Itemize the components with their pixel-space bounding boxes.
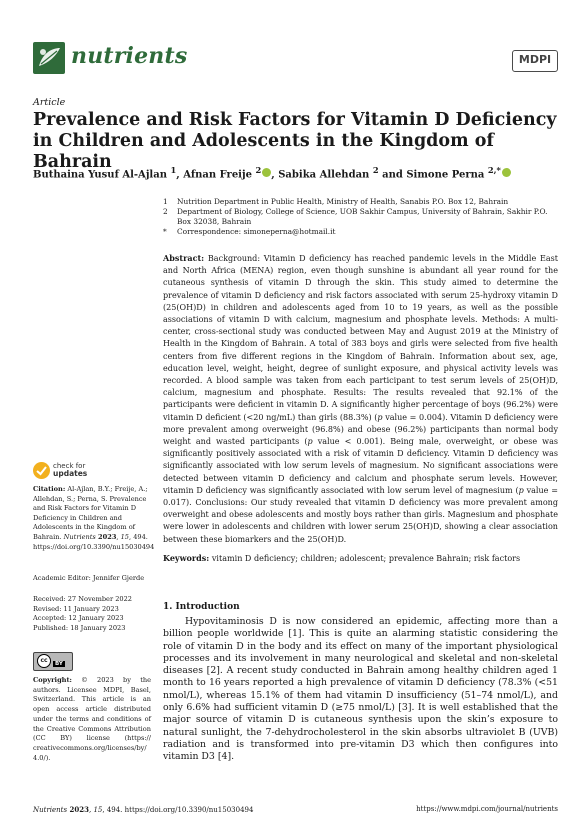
intro-text: ]. This is quite an alarming statistic considering the role of vitamin D in the body and its effect on many of the important physiological processes and its involvement in many neurological and skeletal and non-skeletal diseases [	[163, 628, 559, 677]
reference-link[interactable]: 3	[401, 702, 408, 714]
footer-year: 2023	[67, 805, 90, 814]
intro-text: ].	[227, 751, 235, 763]
footer-doi-link[interactable]: , 494. https://doi.org/10.3390/nu15030494	[102, 806, 254, 814]
author-affil-sup: 2	[255, 165, 262, 175]
p-italic: p	[518, 485, 524, 495]
article-type: Article	[33, 97, 66, 108]
cc-license-icon[interactable]	[33, 652, 73, 671]
orcid-icon[interactable]	[502, 168, 511, 177]
page-footer	[33, 805, 558, 814]
citation-doi-link[interactable]: , 494. https://doi.org/10.3390/nu15030494	[33, 532, 155, 551]
footer-citation	[33, 806, 253, 814]
correspondence-text[interactable]: Correspondence: simoneperna@hotmail.it	[177, 227, 336, 236]
affiliation-item	[163, 227, 558, 237]
affiliations	[163, 197, 558, 237]
copyright-label: Copyright:	[33, 676, 72, 684]
date-revised: Revised: 11 January 2023	[33, 604, 119, 613]
affiliation-number: 1	[163, 197, 168, 206]
author-affil-sup: 1	[170, 165, 177, 175]
citation-volume: , 15	[116, 532, 130, 541]
mdpi-logo-text: MDPI	[518, 53, 552, 66]
abstract-text: value = 0.017). Conclusions: Our study revealed that vitamin D deficiency was more prevalent among overweight and obese adolescents and mostly boys rather than girls. Magnesium and phosphate were lower in adolescents and children with lower serum 25(OH)D, showing a clear association between these biomarkers and the 25(OH)D.	[163, 485, 558, 544]
author-affil-sup: 2,*	[487, 165, 501, 175]
affiliation-number: *	[163, 227, 167, 236]
footer-journal-url[interactable]: https://www.mdpi.com/journal/nutrients	[416, 805, 558, 813]
publication-dates	[33, 595, 151, 633]
author-separator: ,	[176, 169, 184, 181]
academic-editor: Academic Editor: Jennifer Gjerde	[33, 574, 145, 582]
section-heading: 1. Introduction	[163, 602, 240, 612]
author-name[interactable]: Simone Perna	[406, 169, 488, 181]
author-list	[33, 163, 558, 182]
author-name[interactable]: Afnan Freije	[183, 169, 256, 181]
article-title: Prevalence and Risk Factors for Vitamin D Deficiency in Children and Adolescents in the Kingdom of Bahrain	[33, 110, 557, 172]
mdpi-logo[interactable]	[512, 50, 558, 72]
nutrients-logo-icon	[33, 42, 65, 74]
abstract-text: Background: Vitamin D deficiency has reached pandemic levels in the Middle East and North Africa (MENA) region, even though sunshine is abundant all year round for the cutaneous synthesis of vitamin D through the skin. This study aimed to determine the prevalence of vitamin D deficiency and risk factors associated with serum 25-hydroxy vitamin D (25(OH)D) in children and adolescents aged from 10 to 19 years, as well as the possible associations of vitamin D with calcium, magnesium and phosphate levels. Methods: A multi-center, cross-sectional study was conducted between May and August 2019 at the Ministry of Health in the Kingdom of Bahrain. A total of 383 boys and girls were selected from five health centers from five different regions in the Kingdom of Bahrain. Information about sex, age, education level, weight, height, degree of sunlight exposure, and physical activity levels was recorded. A blood sample was taken from each participant to test serum levels of 25(OH)D, calcium, magnesium and phosphate. Results: The results revealed that 92.1% of the participants were deficient in vitamin D. A significantly higher percentage of boys (96.2%) were vitamin D deficient (<20 ng/mL) than girls (88.3%) (	[163, 254, 558, 422]
citation-journal: Nutrients	[63, 532, 96, 541]
citation-label: Citation:	[33, 485, 66, 493]
reference-link[interactable]: 2	[210, 665, 217, 677]
copyright-notice	[33, 676, 151, 763]
abstract-text: value = 0.004). Vitamin D deficiency were more prevalent among overweight (96.8%) and obese (96.2%) participants than normal body weight and wasted participants (	[163, 412, 558, 447]
keywords	[163, 552, 558, 565]
author-affil-sup: 2	[372, 165, 379, 175]
citation-block	[33, 485, 155, 552]
check-updates-line2: updates	[53, 469, 88, 478]
footer-journal: Nutrients	[33, 806, 68, 814]
author-name[interactable]: Sabika Allehdan	[278, 169, 373, 181]
reference-link[interactable]: 1	[291, 628, 298, 640]
check-for-updates-button[interactable]	[33, 460, 151, 482]
abstract-text: value < 0.001). Being male, overweight, or obese was significantly positively associated with a risk of vitamin D deficiency. Vitamin D deficiency was significantly associated with low serum levels of magnesium. No significant associations were detected between vitamin D deficiency and calcium and phosphate serum levels. However, vitamin D deficiency was significantly associated with low serum level of magnesium (	[163, 437, 558, 495]
citation-text: Al-Ajlan, B.Y.; Freije, A.; Allehdan, S.; Perna, S. Prevalence and Risk Factors for Vitamin D Deficiency in Children and Adolescents in the Kingdom of Bahrain.	[33, 485, 148, 541]
author-separator: and	[378, 169, 407, 181]
reference-link[interactable]: 4	[221, 751, 228, 763]
citation-year: 2023	[95, 532, 117, 541]
intro-text: ]. A recent study conducted in Bahrain among healthy children aged 1 month to 16 years reported a high prevalence of vitamin D deficiency (78.3% (<51 nmol/L), whereas 15.1% of them had vitamin D insufficiency (51–74 nmol/L), and only 6.6% had sufficient vitamin D (≥75 nmol/L) [	[163, 665, 558, 714]
footer-volume: , 15	[89, 806, 103, 814]
copyright-text: © 2023 by the authors. Licensee MDPI, Basel, Switzerland. This article is an open access article distributed under the terms and conditions of the Creative Commons Attribution (CC BY) license (https:// creativecommons.org/licenses/by/ 4.0/).	[33, 676, 151, 762]
journal-header	[33, 40, 558, 84]
cc-by-text: BY	[55, 661, 63, 667]
p-italic: p	[377, 412, 383, 422]
affiliation-text: Nutrition Department in Public Health, Ministry of Health, Sanabis P.O. Box 12, Bahrain	[177, 197, 509, 206]
affiliation-item	[163, 207, 558, 227]
abstract-label: Abstract:	[163, 253, 205, 263]
keywords-text: vitamin D deficiency; children; adolescent; prevalence Bahrain; risk factors	[209, 554, 521, 563]
orcid-icon[interactable]	[262, 168, 271, 177]
cc-badge-text: cc	[37, 654, 51, 668]
check-updates-line1: check for	[53, 462, 86, 470]
check-updates-text	[53, 462, 87, 478]
check-updates-icon	[33, 462, 50, 479]
author-separator: ,	[271, 169, 279, 181]
keywords-label: Keywords:	[163, 553, 210, 563]
abstract	[163, 252, 558, 546]
affiliation-number: 2	[163, 207, 168, 216]
intro-paragraph	[163, 616, 558, 764]
intro-text: ]. It is well established that the major source of vitamin D is cutaneous synthesis upon the skin’s exposure to natural sunlight, the 7-dehydrocholesterol in the skin absorbs ultraviolet B (UVB) radiation and is transformed into pre-vitamin D3 which then configures into vitamin D3 [	[163, 702, 558, 763]
author-name[interactable]: Buthaina Yusuf Al-Ajlan	[33, 169, 171, 181]
affiliation-text: Department of Biology, College of Science, UOB Sakhir Campus, University of Bahrain, Sakhir P.O. Box 32038, Bahrain	[177, 207, 548, 226]
journal-name[interactable]: nutrients	[71, 43, 188, 69]
affiliation-item	[163, 197, 558, 207]
date-accepted: Accepted: 12 January 2023	[33, 614, 124, 623]
intro-text: Hypovitaminosis D is now considered an epidemic, affecting more than a billion people worldwide [	[163, 616, 558, 640]
p-italic: p	[307, 437, 313, 447]
date-published: Published: 18 January 2023	[33, 623, 126, 632]
date-received: Received: 27 November 2022	[33, 595, 132, 603]
